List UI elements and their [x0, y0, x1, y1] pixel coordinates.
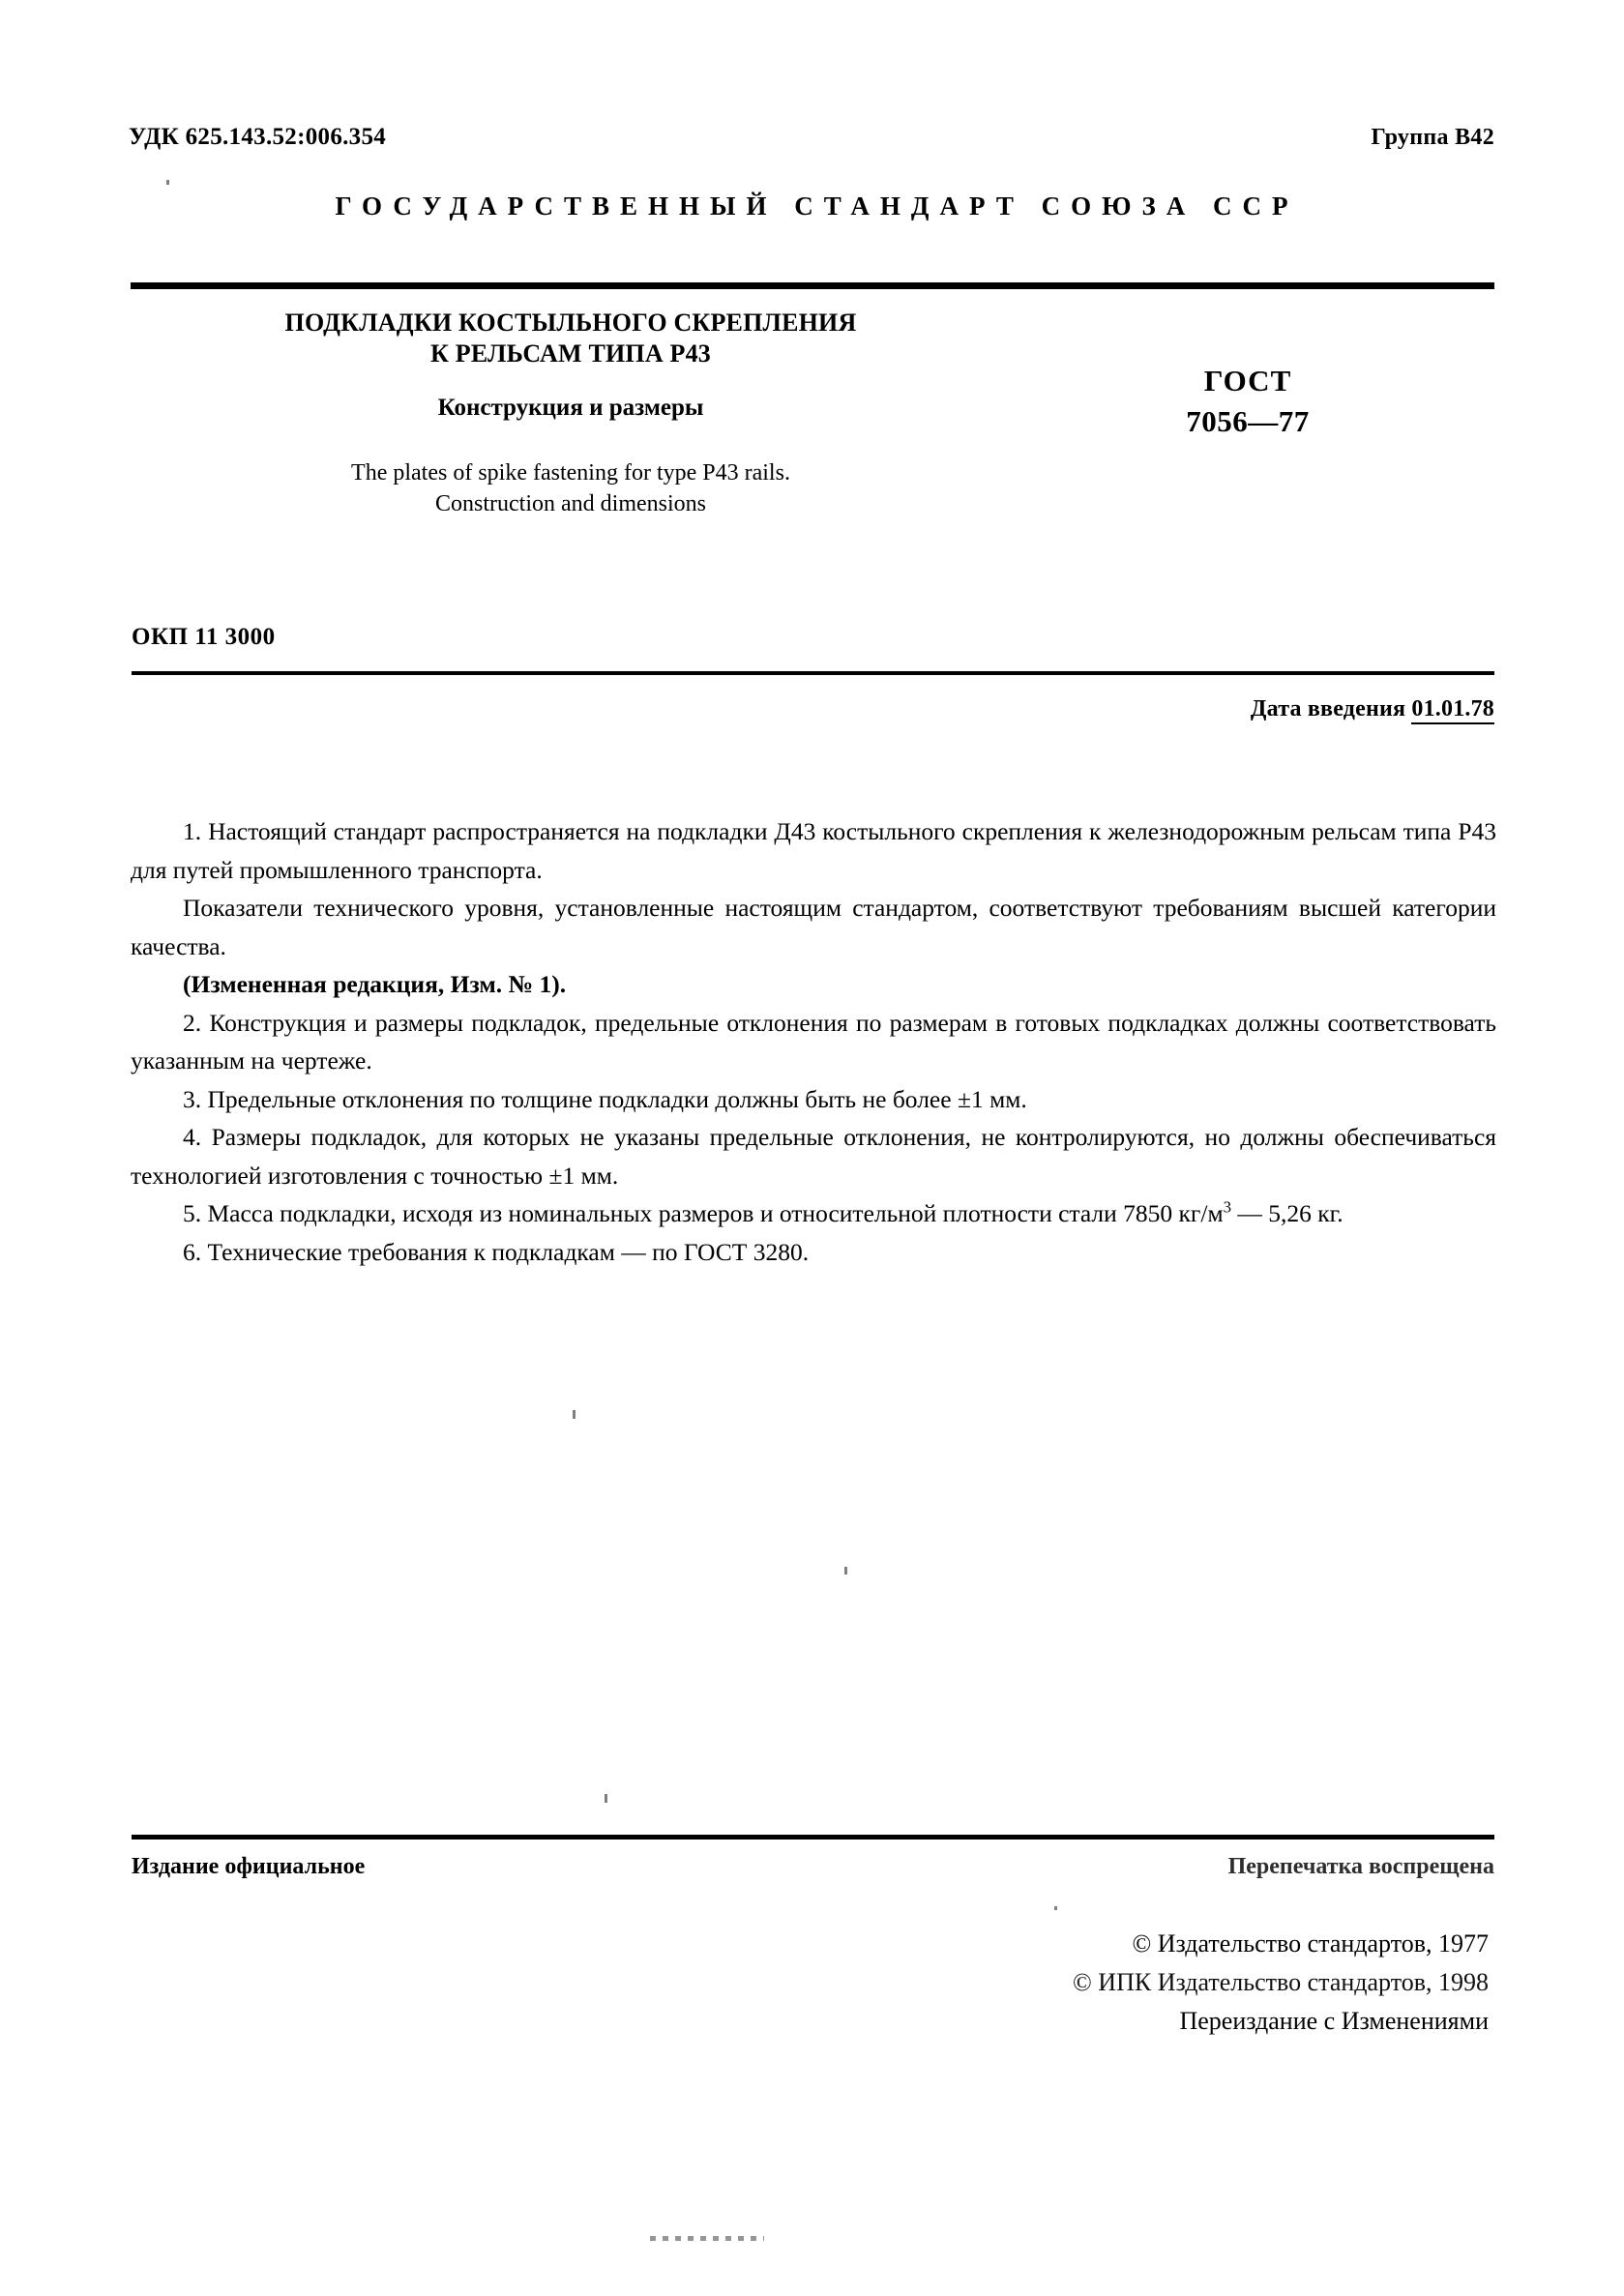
copyright-line-3: Переиздание с Изменениями — [1179, 2007, 1489, 2035]
clause-5-text-b: — 5,26 кг. — [1231, 1199, 1343, 1227]
effective-date-label: Дата введения — [1250, 696, 1406, 721]
official-edition-label: Издание официальное — [132, 1854, 366, 1879]
footer-row — [132, 1854, 1494, 1880]
scan-speck — [844, 1567, 847, 1575]
revision-note: (Измененная редакция, Изм. № 1). — [183, 970, 567, 998]
state-standard-banner: ГОСУДАРСТВЕННЫЙ СТАНДАРТ СОЮЗА ССР — [335, 191, 1299, 221]
effective-date-value: 01.01.78 — [1411, 696, 1494, 724]
title-block — [145, 308, 996, 519]
scan-speck — [605, 1794, 607, 1803]
clause-2: 2. Конструкция и размеры подкладок, предельные отклонения по размерам в готовых подкладках должны соответствовать указанным на чертеже. — [131, 1008, 1496, 1074]
copyright-block — [1073, 1925, 1489, 2041]
copyright-line-2: © ИПК Издательство стандартов, 1998 — [1073, 1968, 1489, 1996]
effective-date-line — [1251, 696, 1494, 722]
clause-3: 3. Предельные отклонения по толщине подкладки должны быть не более ±1 мм. — [183, 1084, 1027, 1113]
scan-speck — [166, 180, 169, 185]
footer-divider-rule — [132, 1835, 1494, 1840]
document-subtitle-ru: Конструкция и размеры — [437, 395, 704, 422]
okp-divider-rule — [132, 671, 1494, 675]
scan-artifact — [650, 2236, 764, 2241]
document-title-ru-line1: ПОДКЛАДКИ КОСТЫЛЬНОГО СКРЕПЛЕНИЯ — [284, 309, 857, 337]
scan-speck — [1054, 1906, 1057, 1910]
header-meta-row — [129, 124, 1494, 151]
standard-number-block — [1083, 364, 1412, 439]
document-title-en-line1: The plates of spike fastening for type P43 rails. — [351, 460, 790, 486]
scan-speck — [573, 1410, 576, 1419]
okp-code: ОКП 11 3000 — [132, 624, 276, 650]
standard-label: ГОСТ — [1203, 364, 1292, 397]
header-divider-rule — [131, 282, 1494, 289]
standard-number: 7056—77 — [1186, 404, 1310, 438]
copyright-line-1: © Издательство стандартов, 1977 — [1132, 1929, 1489, 1957]
reprint-prohibited-label: Перепечатка воспрещена — [1227, 1854, 1494, 1879]
clause-4: 4. Размеры подкладок, для которых не указаны предельные отклонения, не контролируются, но должны обеспечиваться технологией изготовления с точностью ±1 мм. — [131, 1123, 1496, 1190]
document-title-en-line2: Construction and dimensions — [435, 490, 706, 516]
clause-6: 6. Технические требования к подкладкам — по ГОСТ 3280. — [183, 1237, 810, 1266]
cubic-meter-exponent: 3 — [1223, 1197, 1232, 1217]
document-title-ru-line2: К РЕЛЬСАМ ТИПА Р43 — [430, 339, 711, 368]
clause-5 — [131, 1194, 1496, 1233]
group-code: Группа В42 — [1371, 125, 1494, 150]
clause-1: 1. Настоящий стандарт распространяется на подкладки Д43 костыльного скрепления к железнодорожным рельсам типа Р43 для путей промышленного транспорта. — [131, 817, 1496, 884]
document-body — [131, 812, 1496, 1271]
clause-5-text-a: 5. Масса подкладки, исходя из номинальных размеров и относительной плотности стали 7850 кг/м — [183, 1199, 1224, 1227]
clause-1-note: Показатели технического уровня, установленные настоящим стандартом, соответствуют требованиям высшей категории качества. — [131, 894, 1496, 960]
udk-code: УДК 625.143.52:006.354 — [129, 124, 387, 150]
